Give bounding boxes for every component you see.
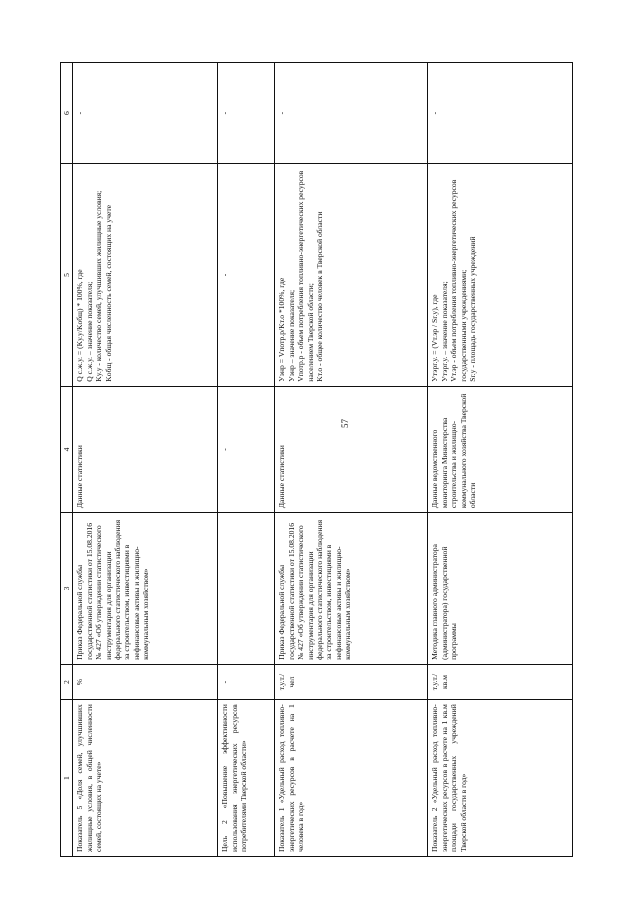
- table-row: [218, 63, 275, 857]
- method-source: Методика главного администратора (администратора) государственной программы: [428, 513, 573, 665]
- unit-cell: т.у.т./чел: [275, 664, 428, 699]
- page-number: 57: [340, 419, 350, 428]
- indicator-name: Показатель 1 «Удельный расход топливно-энергетических ресурсов в расчете на 1 человека в год»: [275, 700, 428, 857]
- table-row: [275, 63, 428, 857]
- unit-cell: %: [73, 664, 218, 699]
- header-cell: 4: [61, 386, 73, 512]
- formula-cell: Уэнр = Vпотр.р/Kт.о *100%, где Уэнр – значение показателя; Vпотр.р - объем потребления топливно-энергетических ресурсов населением Тверской области; Kт.о - общее количество человек в Тверской области: [275, 164, 428, 387]
- formula-cell: Q с.ж.у. = (Kу.у/Kобщ) * 100%, где Q с.ж.у. – значение показателя; Kу.у - количество семей, улучшивших жилищные условия; Kобщ - общая численность семей, состоящих на учете: [73, 164, 218, 387]
- data-source: Данные статистики: [73, 386, 218, 512]
- header-cell: 1: [61, 700, 73, 857]
- data-source: Данные статистики: [275, 386, 428, 512]
- method-source: [218, 513, 275, 665]
- table-row: [73, 63, 218, 857]
- header-cell: 2: [61, 664, 73, 699]
- indicator-table: [60, 62, 573, 857]
- unit-cell: т.у.т./кв.м: [428, 664, 573, 699]
- rotated-page: [60, 62, 600, 857]
- header-cell: 3: [61, 513, 73, 665]
- indicator-name: Показатель 2 «Удельный расход топливно-энергетических ресурсов в расчете на 1 кв.м площади государственных учреждений Тверской области в год»: [428, 700, 573, 857]
- extra-cell: -: [218, 63, 275, 164]
- data-source: -: [218, 386, 275, 512]
- formula-cell: Утэрг.у. = (Vт.эр / Sг.у), где Утэрг.у. – значение показателя; Vт.эр - объем потребления топливно-энергетических ресурсов государственными учреждениями; Sг.у - площадь государственных учреждений: [428, 164, 573, 387]
- formula-cell: -: [218, 164, 275, 387]
- extra-cell: -: [275, 63, 428, 164]
- extra-cell: -: [73, 63, 218, 164]
- unit-cell: -: [218, 664, 275, 699]
- table-header-row: [61, 63, 73, 857]
- indicator-name: Показатель 5 «Доля семей, улучшивших жилищные условия, в общей численности семей, состоящих на учете»: [73, 700, 218, 857]
- table-row: [428, 63, 573, 857]
- header-cell: 5: [61, 164, 73, 387]
- method-source: Приказ Федеральной службы государственной статистики от 15.08.2016 № 427 «Об утверждении статистического инструментария для организации федерального статистического наблюдения за строительством, инвестициями в нефинансовые активы и жилищно-коммунальным хозяйством»: [275, 513, 428, 665]
- method-source: Приказ Федеральной службы государственной статистики от 15.08.2016 № 427 «Об утверждении статистического инструментария для организации федерального статистического наблюдения за строительством, инвестициями в нефинансовые активы и жилищно-коммунальным хозяйством»: [73, 513, 218, 665]
- goal-name: Цель 2 «Повышение эффективности использования энергетических ресурсов потребителями Тверской области»: [218, 700, 275, 857]
- extra-cell: -: [428, 63, 573, 164]
- data-source: Данные ведомственного мониторинга Министерства строительства и жилищно-коммунального хозяйства Тверской области: [428, 386, 573, 512]
- header-cell: 6: [61, 63, 73, 164]
